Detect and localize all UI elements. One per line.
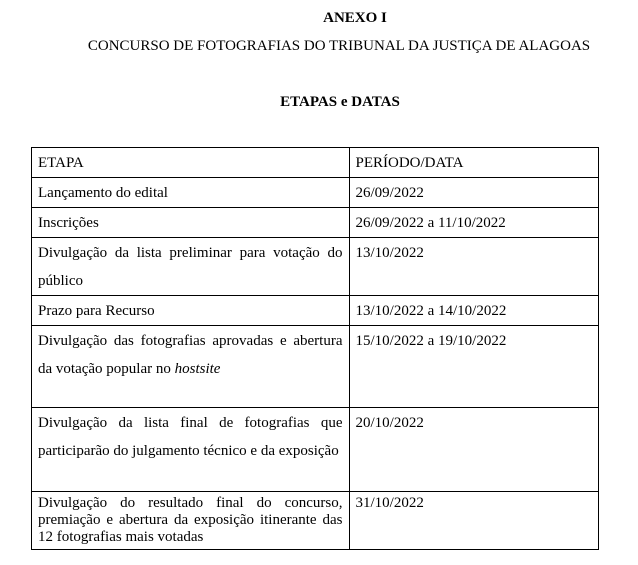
- section-title: ETAPAS e DATAS: [280, 94, 400, 110]
- table-row: [32, 326, 599, 408]
- stage-cell: Divulgação do resultado final do concurso, premiação e abertura da exposição itinerante das 12 fotografias mais votadas: [32, 492, 350, 550]
- date-cell: 13/10/2022: [349, 238, 599, 296]
- date-cell: 20/10/2022: [349, 408, 599, 492]
- stage-cell: Divulgação da lista preliminar para votação do público: [32, 238, 350, 296]
- stage-cell: Prazo para Recurso: [32, 296, 350, 326]
- schedule-table: [31, 147, 599, 550]
- table-row: [32, 208, 599, 238]
- stage-cell: Divulgação da lista final de fotografias que participarão do julgamento técnico e da exposição: [32, 408, 350, 492]
- date-cell: 26/09/2022: [349, 178, 599, 208]
- stage-emphasis: hostsite: [174, 361, 221, 377]
- date-cell: 13/10/2022 a 14/10/2022: [349, 296, 599, 326]
- table-row: [32, 492, 599, 550]
- annex-title: ANEXO I: [323, 10, 387, 26]
- stage-text: Divulgação das fotografias aprovadas e abertura da votação popular no: [38, 333, 343, 377]
- table-header-row: [32, 148, 599, 178]
- date-cell: 15/10/2022 a 19/10/2022: [349, 326, 599, 408]
- table-row: [32, 296, 599, 326]
- header-stage: ETAPA: [32, 148, 350, 178]
- date-cell: 31/10/2022: [349, 492, 599, 550]
- table-row: [32, 178, 599, 208]
- stage-cell: Lançamento do edital: [32, 178, 350, 208]
- header-date: PERÍODO/DATA: [349, 148, 599, 178]
- stage-cell: Inscrições: [32, 208, 350, 238]
- table-row: [32, 408, 599, 492]
- table-row: [32, 238, 599, 296]
- date-cell: 26/09/2022 a 11/10/2022: [349, 208, 599, 238]
- contest-title: CONCURSO DE FOTOGRAFIAS DO TRIBUNAL DA JUSTIÇA DE ALAGOAS: [87, 38, 591, 54]
- stage-cell: [32, 326, 350, 408]
